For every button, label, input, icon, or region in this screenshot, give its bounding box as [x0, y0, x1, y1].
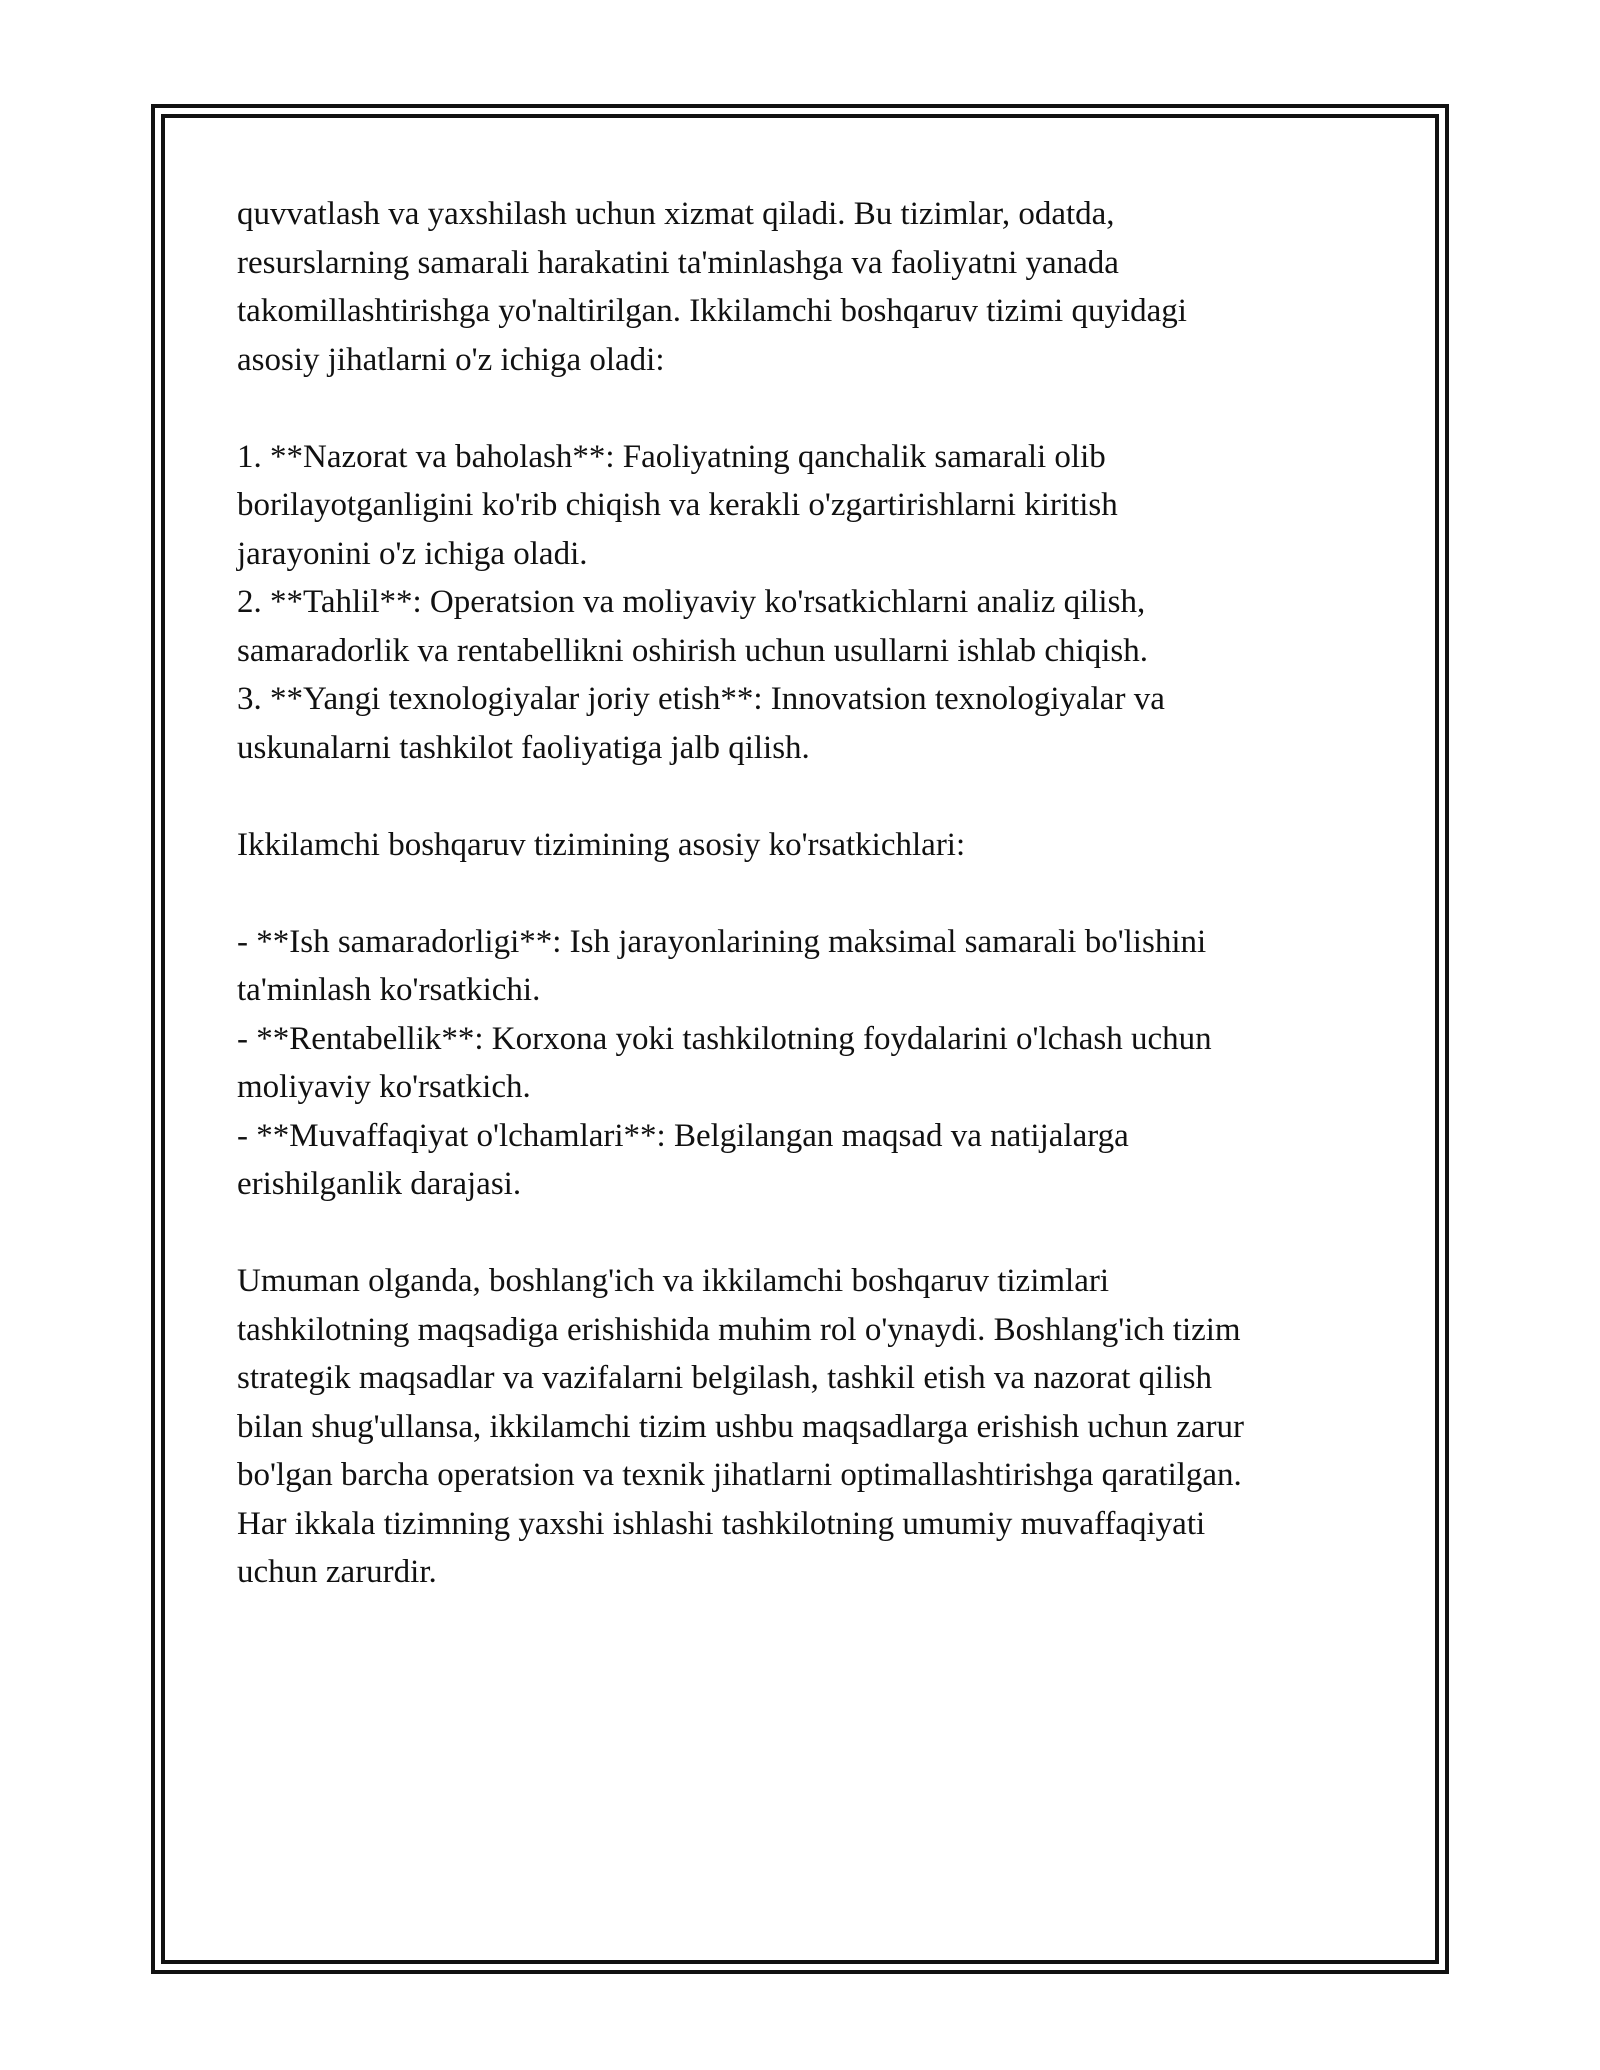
indicators-heading: Ikkilamchi boshqaruv tizimining asosiy ko'rsatkichlari: — [237, 826, 966, 863]
blank-line — [237, 869, 1377, 918]
intro-paragraph: quvvatlash va yaxshilash uchun xizmat qiladi. Bu tizimlar, odatda, resurslarning samarali harakatini ta'minlashga va faoliyatni yanada takomillashtirishga yo'naltirilgan. Ikkilamchi boshqaruv tizimi quyidagi asosiy jihatlarni o'z ichiga oladi: — [237, 196, 1187, 378]
conclusion-paragraph: Umuman olganda, boshlang'ich va ikkilamchi boshqaruv tizimlari tashkilotning maqsadiga erishishida muhim rol o'ynaydi. Boshlang'ich tizim strategik maqsadlar va vazifalarni belgilash, tashkil etish va nazorat qilish bilan shug'ullansa, ikkilamchi tizim ushbu maqsadlarga erishish uchun zarur bo'lgan barcha operatsion va texnik jihatlarni optimallashtirishga qaratilgan. Har ikkala tizimning yaxshi ishlashi tashkilotning umumiy muvaffaqiyati uchun zarurdir. — [237, 1263, 1245, 1590]
document-body — [237, 190, 1377, 1597]
blank-line — [237, 384, 1377, 433]
bullet-item-1: - **Ish samaradorligi**: Ish jarayonlarining maksimal samarali bo'lishini ta'minlash ko'rsatkichi. — [237, 923, 1207, 1008]
bullet-item-3: - **Muvaffaqiyat o'lchamlari**: Belgilangan maqsad va natijalarga erishilganlik darajasi. — [237, 1117, 1129, 1202]
list-item-1: 1. **Nazorat va baholash**: Faoliyatning qanchalik samarali olib borilayotganligini ko'rib chiqish va kerakli o'zgartirishlarni kiritish jarayonini o'z ichiga oladi. — [237, 438, 1118, 572]
list-item-2: 2. **Tahlil**: Operatsion va moliyaviy ko'rsatkichlarni analiz qilish, samaradorlik va rentabellikni oshirish uchun usullarni ishlab chiqish. — [237, 584, 1148, 669]
bullet-item-2: - **Rentabellik**: Korxona yoki tashkilotning foydalarini o'lchash uchun moliyaviy ko'rsatkich. — [237, 1020, 1212, 1105]
list-item-3: 3. **Yangi texnologiyalar joriy etish**: Innovatsion texnologiyalar va uskunalarni tashkilot faoliyatiga jalb qilish. — [237, 681, 1165, 766]
blank-line — [237, 772, 1377, 821]
blank-line — [237, 1209, 1377, 1258]
